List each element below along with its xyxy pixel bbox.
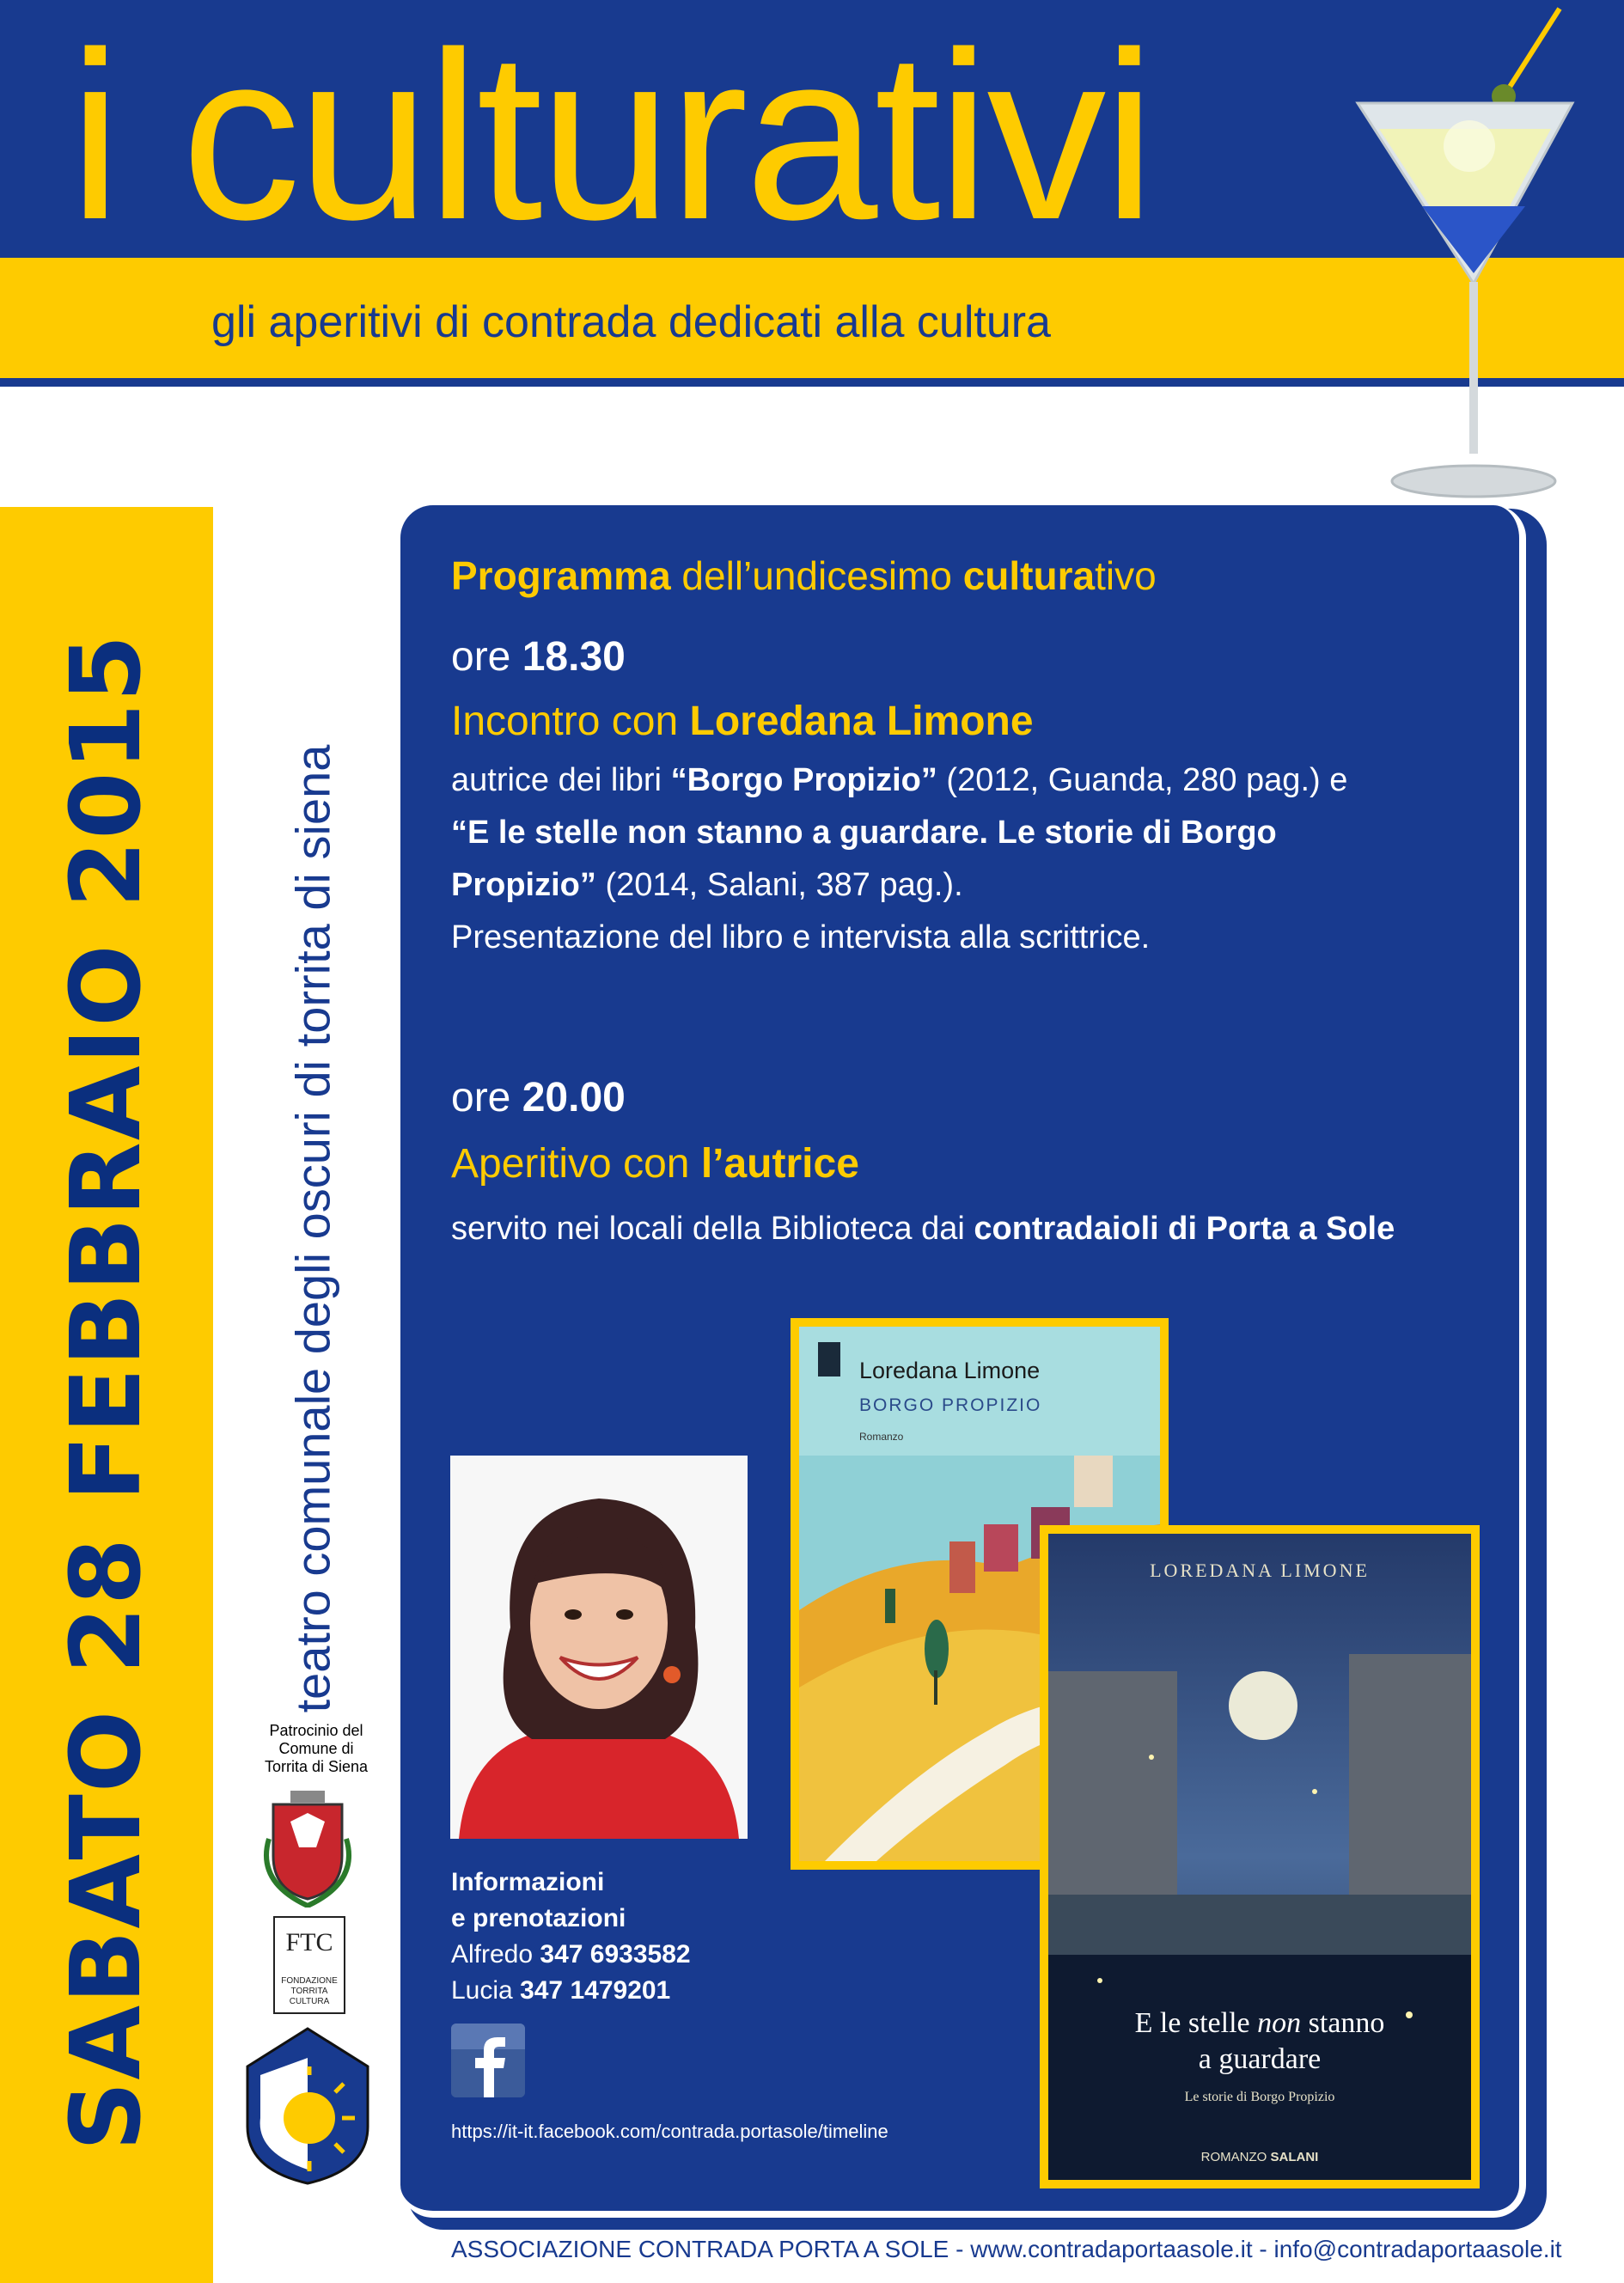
text: servito nei locali della Biblioteca dai [451, 1211, 974, 1247]
contact-row [451, 1973, 691, 2009]
info-block [451, 1865, 691, 2009]
book2-title-line1: E le stelle non stanno [1134, 2007, 1385, 2039]
patron-line: Torrita di Siena [264, 1758, 369, 1775]
time-prefix: ore [451, 1075, 522, 1120]
event-title-prefix: Incontro con [451, 699, 690, 744]
ftc-label [275, 1976, 344, 2007]
info-heading-2: e prenotazioni [451, 1904, 626, 1932]
heading-bold: Programma [451, 553, 671, 598]
host-name: contradaioli di Porta a Sole [974, 1211, 1395, 1247]
book2-cover-art [1048, 1534, 1471, 2180]
facebook-icon[interactable] [451, 2024, 525, 2097]
poster-title: i culturativi [69, 2, 1153, 269]
ftc-mark: FTC [285, 1928, 333, 1956]
contact-row [451, 1937, 691, 1973]
ftc-line: FONDAZIONE [281, 1976, 338, 1986]
heading-middle: dell’undicesimo [670, 553, 963, 598]
author-ref: l’autrice [700, 1141, 859, 1187]
author-portrait-image [450, 1456, 748, 1839]
contact-phone[interactable]: 347 1479201 [520, 1976, 671, 2005]
desc-line: Presentazione del libro e intervista alla scrittrice. [451, 919, 1151, 955]
book2-title-line2: a guardare [1198, 2043, 1322, 2075]
program-heading [451, 550, 1157, 601]
book2-subtitle: Le storie di Borgo Propizio [1184, 2090, 1335, 2104]
text: (2014, Salani, 387 pag.). [595, 867, 963, 903]
ftc-line: TORRITA [290, 1987, 328, 1996]
patronage-note [256, 1722, 376, 1776]
book2-author: LOREDANA LIMONE [1150, 1560, 1370, 1581]
event-venue: teatro comunale degli oscuri di torrita di siena [285, 744, 340, 1713]
event2-title [451, 1138, 859, 1190]
book2-imprint: ROMANZO SALANI [1200, 2150, 1319, 2164]
book1-author: Loredana Limone [859, 1358, 1041, 1383]
event2-description [451, 1203, 1395, 1254]
time-value: 20.00 [522, 1075, 626, 1120]
book-title: “E le stelle non stanno a guardare. Le storie di Borgo [451, 815, 1277, 851]
event1-time [451, 632, 626, 683]
martini-glass-icon [1340, 0, 1590, 516]
event-title-prefix: Aperitivo con [451, 1141, 701, 1187]
time-value: 18.30 [522, 634, 626, 680]
event2-time [451, 1072, 626, 1124]
time-prefix: ore [451, 634, 522, 680]
text: autrice dei libri [451, 762, 671, 798]
ftc-line: CULTURA [289, 1997, 330, 2006]
book-cover-e-le-stelle [1040, 1525, 1480, 2188]
event1-title [451, 696, 1034, 748]
fondazione-torrita-cultura-logo [273, 1916, 345, 2014]
author-name: Loredana Limone [689, 699, 1034, 744]
info-heading: Informazioni [451, 1868, 605, 1896]
text: (2012, Guanda, 280 pag.) e [937, 762, 1348, 798]
contact-name: Lucia [451, 1976, 521, 2005]
facebook-url[interactable]: https://it-it.facebook.com/contrada.portasole/timeline [451, 2121, 888, 2142]
contrada-porta-a-sole-shield-icon [239, 2024, 376, 2187]
book1-genre: Romanzo [859, 1431, 904, 1443]
book-title: Propizio” [451, 867, 596, 903]
contact-phone[interactable]: 347 6933582 [540, 1940, 691, 1969]
facebook-logo [451, 2024, 525, 2097]
poster-subtitle: gli aperitivi di contrada dedicati alla cultura [211, 297, 1051, 347]
contact-name: Alfredo [451, 1940, 540, 1969]
footer-contacts[interactable]: ASSOCIAZIONE CONTRADA PORTA A SOLE - www.contradaportaasole.it - info@contradaportaasole.it [451, 2236, 1562, 2262]
patron-line: Patrocinio del [269, 1722, 363, 1739]
desc-line [451, 859, 1347, 912]
torrita-coat-of-arms-icon [256, 1787, 359, 1908]
event1-description [451, 754, 1347, 964]
desc-line [451, 754, 1347, 807]
desc-line [451, 807, 1347, 859]
book1-title: BORGO PROPIZIO [859, 1395, 1042, 1415]
patron-line: Comune di [278, 1740, 354, 1757]
event-date: SABATO 28 FEBBRAIO 2015 [51, 632, 162, 2152]
book-title: “Borgo Propizio” [670, 762, 937, 798]
heading-bold-2: cultura [962, 553, 1096, 598]
author-photo [450, 1456, 748, 1839]
heading-tail: tivo [1095, 553, 1157, 598]
